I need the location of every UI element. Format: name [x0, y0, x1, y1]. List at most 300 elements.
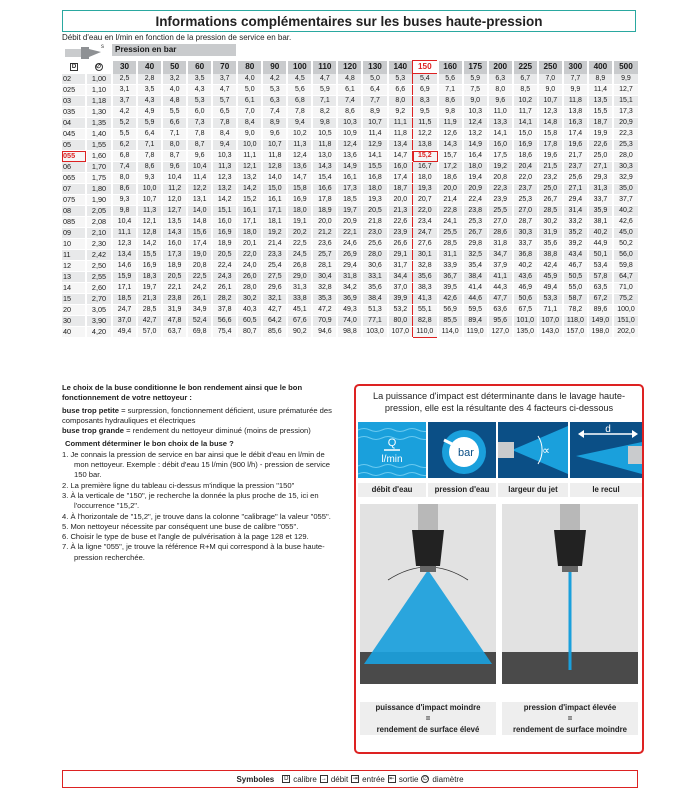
table-row: [62, 74, 638, 85]
calibre-cell: 045: [62, 129, 86, 140]
flow-cell: 17,4: [187, 239, 212, 250]
flow-cell: 5,2: [112, 118, 137, 129]
flow-cell: 18,0: [287, 206, 312, 217]
flow-cell: 22,0: [237, 250, 262, 261]
flow-cell: 11,4: [187, 173, 212, 184]
flow-cell: 57,0: [137, 327, 162, 338]
flow-cell: 12,2: [413, 129, 438, 140]
flow-cell: 85,6: [262, 327, 287, 338]
flow-cell: 22,1: [337, 228, 362, 239]
flow-cell: 32,9: [613, 173, 638, 184]
pressure-col-header: 500: [613, 61, 638, 74]
flow-cell: 26,1: [212, 283, 237, 294]
flow-cell: 27,1: [588, 162, 613, 173]
flow-cell: 23,6: [312, 239, 337, 250]
flow-cell: 17,1: [237, 217, 262, 228]
flow-cell: 38,4: [362, 294, 387, 305]
flow-cell: 19,9: [588, 129, 613, 140]
flow-cell: 118,0: [563, 316, 588, 327]
flow-cell: 13,6: [337, 151, 362, 162]
factor-label-distance: le recul: [570, 483, 642, 497]
flow-cell: 40,2: [613, 206, 638, 217]
flow-cell: 3,5: [137, 85, 162, 96]
flow-cell: 20,1: [237, 239, 262, 250]
svg-text:bar: bar: [458, 447, 474, 459]
flow-cell: 38,3: [413, 283, 438, 294]
flow-cell: 34,4: [388, 272, 413, 283]
flow-cell: 26,0: [237, 272, 262, 283]
flow-cell: 26,7: [538, 195, 563, 206]
flow-cell: 53,3: [538, 294, 563, 305]
flow-cell: 29,6: [262, 283, 287, 294]
diameter-cell: 3,05: [86, 305, 112, 316]
flow-cell: 24,6: [337, 239, 362, 250]
pressure-col-header: 120: [337, 61, 362, 74]
flow-cell: 15,6: [187, 228, 212, 239]
flow-cell: 17,3: [162, 250, 187, 261]
flow-cell: 49,3: [337, 305, 362, 316]
flow-cell: 14,0: [187, 206, 212, 217]
flow-cell: 19,6: [563, 140, 588, 151]
flow-cell: 77,1: [362, 316, 387, 327]
flow-cell: 16,8: [362, 173, 387, 184]
flow-cell: 53,4: [588, 261, 613, 272]
flow-cell: 45,1: [287, 305, 312, 316]
flow-cell: 25,3: [613, 140, 638, 151]
calibre-cell: 075: [62, 195, 86, 206]
flow-cell: 35,2: [563, 228, 588, 239]
step-item: 6. Choisir le type de buse et l'angle de pulvérisation à la page 128 et 129.: [62, 532, 309, 542]
flow-cell: 17,4: [388, 173, 413, 184]
flow-cell: 12,0: [162, 195, 187, 206]
flow-cell: 13,8: [413, 140, 438, 151]
flow-cell: 6,6: [388, 85, 413, 96]
flow-cell: 151,0: [613, 316, 638, 327]
flow-cell: 21,4: [262, 239, 287, 250]
flow-cell: 37,0: [388, 283, 413, 294]
flow-cell: 55,0: [563, 283, 588, 294]
flow-cell: 47,8: [162, 316, 187, 327]
pressure-col-header: 110: [312, 61, 337, 74]
flow-cell: 90,2: [287, 327, 312, 338]
flow-cell: 23,9: [488, 195, 513, 206]
flow-cell: 21,2: [312, 228, 337, 239]
pressure-col-header: 225: [513, 61, 538, 74]
flow-cell: 28,2: [212, 294, 237, 305]
flow-cell: 6,8: [287, 96, 312, 107]
calibre-cell: 09: [62, 228, 86, 239]
flow-cell: 7,1: [162, 129, 187, 140]
diameter-cell: 2,08: [86, 217, 112, 228]
flow-cell: 20,5: [362, 206, 387, 217]
flow-cell: 10,9: [337, 129, 362, 140]
flow-cell: 18,0: [463, 162, 488, 173]
flow-cell: 50,2: [613, 239, 638, 250]
flow-cell: 82,8: [413, 316, 438, 327]
flow-cell: 33,9: [438, 261, 463, 272]
table-row: [62, 129, 638, 140]
flow-cell: 40,3: [237, 305, 262, 316]
pressure-gauge-icon: [428, 422, 496, 478]
flow-cell: 4,0: [162, 85, 187, 96]
table-row: [62, 162, 638, 173]
flow-cell: 44,6: [463, 294, 488, 305]
calibre-symbol-icon: D: [284, 776, 289, 782]
flow-cell: 11,1: [237, 151, 262, 162]
pressure-col-header: 50: [162, 61, 187, 74]
flow-cell: 103,0: [362, 327, 387, 338]
diameter-cell: 1,40: [86, 129, 112, 140]
calibre-cell: 20: [62, 305, 86, 316]
flow-cell: 12,4: [287, 151, 312, 162]
flow-cell: 9,8: [112, 206, 137, 217]
flow-cell: 14,1: [362, 151, 387, 162]
flow-cell: 18,7: [388, 184, 413, 195]
flow-cell: 50,1: [588, 250, 613, 261]
flow-cell: 18,3: [137, 272, 162, 283]
flow-cell: 9,8: [438, 107, 463, 118]
flow-cell: 20,0: [438, 184, 463, 195]
flow-cell: 4,7: [212, 85, 237, 96]
flow-cell: 16,3: [563, 118, 588, 129]
flow-cell: 157,0: [563, 327, 588, 338]
flow-cell: 5,7: [212, 96, 237, 107]
legend-diameter: diamètre: [432, 774, 464, 784]
table-row: [62, 217, 638, 228]
flow-cell: 10,5: [312, 129, 337, 140]
flow-cell: 5,6: [438, 74, 463, 85]
pressure-col-header: 130: [362, 61, 387, 74]
flow-cell: 64,7: [613, 272, 638, 283]
flow-cell: 14,1: [513, 118, 538, 129]
flow-cell: 35,9: [588, 206, 613, 217]
flow-cell: 26,1: [187, 294, 212, 305]
flow-cell: 27,1: [563, 184, 588, 195]
flow-cell: 52,4: [187, 316, 212, 327]
flow-cell: 8,6: [112, 184, 137, 195]
flow-cell: 31,8: [337, 272, 362, 283]
flow-cell: 6,9: [413, 85, 438, 96]
flow-cell: 89,4: [463, 316, 488, 327]
flow-cell: 5,0: [362, 74, 387, 85]
flow-cell: 6,1: [237, 96, 262, 107]
table-row: [62, 85, 638, 96]
flow-cell: 32,8: [312, 283, 337, 294]
flow-cell: 8,9: [362, 107, 387, 118]
diameter-cell: 2,30: [86, 239, 112, 250]
flow-cell: 21,3: [137, 294, 162, 305]
flow-cell: 34,7: [488, 250, 513, 261]
flow-cell: 21,5: [538, 162, 563, 173]
flow-cell: 10,7: [538, 96, 563, 107]
flow-cell: 30,3: [613, 162, 638, 173]
flow-cell: 8,0: [112, 173, 137, 184]
flow-cell: 4,2: [262, 74, 287, 85]
flow-cell: 202,0: [613, 327, 638, 338]
diameter-cell: 1,80: [86, 184, 112, 195]
flow-cell: 14,2: [212, 195, 237, 206]
flow-cell: 27,0: [513, 206, 538, 217]
flow-cell: 23,4: [413, 217, 438, 228]
flow-cell: 33,7: [513, 239, 538, 250]
flow-cell: 24,7: [413, 228, 438, 239]
flow-cell: 22,6: [588, 140, 613, 151]
flow-cell: 4,3: [137, 96, 162, 107]
table-subtitle: Débit d'eau en l/min en fonction de la pression de service en bar.: [62, 33, 292, 42]
flow-cell: 15,8: [287, 184, 312, 195]
flow-cell: 7,0: [237, 107, 262, 118]
flow-cell: 6,4: [137, 129, 162, 140]
diameter-cell: 2,55: [86, 272, 112, 283]
flow-cell: 7,8: [137, 151, 162, 162]
flow-cell: 10,3: [212, 151, 237, 162]
pressure-col-header: 250: [538, 61, 563, 74]
flow-cell: 15,1: [212, 206, 237, 217]
flow-cell: 20,4: [513, 162, 538, 173]
flow-cell: 16,9: [513, 140, 538, 151]
flow-cell: 16,9: [212, 228, 237, 239]
flow-cell: 45,0: [613, 228, 638, 239]
flow-cell: 25,5: [488, 206, 513, 217]
flow-cell: 7,4: [262, 107, 287, 118]
diameter-cell: 2,10: [86, 228, 112, 239]
flow-cell: 49,4: [538, 283, 563, 294]
flow-cell: 25,3: [513, 195, 538, 206]
flow-cell: 7,8: [187, 129, 212, 140]
flow-cell: 9,6: [488, 96, 513, 107]
flow-cell: 8,7: [162, 151, 187, 162]
flow-cell: 10,7: [137, 195, 162, 206]
flow-cell: 14,7: [388, 151, 413, 162]
flow-cell: 8,9: [588, 74, 613, 85]
flow-cell: 6,3: [262, 96, 287, 107]
flow-cell: 20,9: [463, 184, 488, 195]
how-title: Comment déterminer le bon choix de la buse ?: [65, 439, 234, 449]
flow-cell: 5,6: [287, 85, 312, 96]
calibre-cell: 06: [62, 162, 86, 173]
flow-cell: 22,0: [513, 173, 538, 184]
flow-cell: 10,0: [137, 184, 162, 195]
calibre-col-header: D: [62, 61, 86, 74]
flow-cell: 33,2: [563, 217, 588, 228]
flow-cell: 18,6: [438, 173, 463, 184]
flow-cell: 3,1: [112, 85, 137, 96]
flow-cell: 9,9: [563, 85, 588, 96]
flow-cell: 41,3: [413, 294, 438, 305]
flow-cell: 38,4: [463, 272, 488, 283]
flow-cell: 4,2: [112, 107, 137, 118]
flow-cell: 35,6: [362, 283, 387, 294]
flow-cell: 9,5: [413, 107, 438, 118]
flow-cell: 16,1: [237, 206, 262, 217]
diameter-cell: 1,60: [86, 151, 112, 162]
flow-cell: 101,0: [513, 316, 538, 327]
flow-cell: 22,4: [463, 195, 488, 206]
flow-cell: 7,5: [463, 85, 488, 96]
flow-cell: 36,8: [513, 250, 538, 261]
flow-cell: 6,8: [112, 151, 137, 162]
flow-cell: 78,2: [563, 305, 588, 316]
flow-cell: 23,8: [463, 206, 488, 217]
flow-cell: 31,3: [287, 283, 312, 294]
flow-cell: 11,3: [137, 206, 162, 217]
flow-cell: 23,0: [362, 228, 387, 239]
flow-cell: 16,9: [137, 261, 162, 272]
flow-cell: 29,0: [287, 272, 312, 283]
flow-cell: 19,7: [337, 206, 362, 217]
flow-cell: 20,2: [287, 228, 312, 239]
flow-cell: 18,5: [337, 195, 362, 206]
flow-cell: 80,0: [388, 316, 413, 327]
inlet-symbol-icon: ⇥: [352, 776, 358, 782]
flow-cell: 43,4: [563, 250, 588, 261]
flow-cell: 28,5: [438, 239, 463, 250]
flow-cell: 18,5: [112, 294, 137, 305]
table-row: [62, 96, 638, 107]
flow-cell: 22,6: [388, 217, 413, 228]
flow-cell: 56,0: [613, 250, 638, 261]
flow-cell: 20,8: [187, 261, 212, 272]
flow-cell: 50,5: [563, 272, 588, 283]
flow-cell: 18,0: [237, 228, 262, 239]
jet-width-icon: [498, 422, 568, 478]
calibre-cell: 025: [62, 85, 86, 96]
panel-title: La puissance d'impact est déterminante dans le lavage haute-pression, elle est la résultante des 4 facteurs ci-dessous: [372, 391, 625, 413]
flow-cell: 19,1: [287, 217, 312, 228]
steps-list: [62, 450, 340, 563]
small-nozzle-text: buse trop petite = surpression, fonctionnement déficient, usure prématurée des composants hydrauliques et électriques: [62, 405, 332, 425]
flow-cell: 12,8: [262, 162, 287, 173]
flow-cell: 15,0: [513, 129, 538, 140]
flow-cell: 71,1: [538, 305, 563, 316]
flow-cell: 13,1: [187, 195, 212, 206]
flow-cell: 25,0: [588, 151, 613, 162]
svg-text:Q: Q: [387, 437, 397, 449]
pressure-col-header: 175: [463, 61, 488, 74]
flow-cell: 31,7: [388, 261, 413, 272]
flow-cell: 11,4: [362, 129, 387, 140]
flow-cell: 6,1: [337, 85, 362, 96]
flow-cell: 75,2: [613, 294, 638, 305]
flow-cell: 13,4: [388, 140, 413, 151]
flow-cell: 59,8: [613, 261, 638, 272]
flow-cell: 25,3: [463, 217, 488, 228]
flow-cell: 5,9: [137, 118, 162, 129]
flow-cell: 4,9: [137, 107, 162, 118]
flow-cell: 47,7: [488, 294, 513, 305]
factor-label-pressure: pression d'eau: [428, 483, 496, 497]
flow-cell: 8,2: [312, 107, 337, 118]
flow-cell: 24,2: [187, 283, 212, 294]
flow-cell: 6,2: [112, 140, 137, 151]
flow-cell: 7,7: [563, 74, 588, 85]
flow-cell: 31,1: [438, 250, 463, 261]
flow-cell: 71,0: [613, 283, 638, 294]
flow-cell: 7,0: [538, 74, 563, 85]
flow-cell: 114,0: [438, 327, 463, 338]
flow-cell: 17,8: [538, 140, 563, 151]
flow-cell: 14,8: [538, 118, 563, 129]
flow-cell: 15,4: [312, 173, 337, 184]
flow-cell: 9,6: [262, 129, 287, 140]
impact-panel: [354, 384, 644, 754]
flow-cell: 50,6: [513, 294, 538, 305]
flow-cell: 22,1: [162, 283, 187, 294]
flow-cell: 13,2: [212, 184, 237, 195]
flow-cell: 9,0: [237, 129, 262, 140]
flow-cell: 40,2: [588, 228, 613, 239]
flow-cell: 37,9: [488, 261, 513, 272]
flow-cell: 24,5: [287, 250, 312, 261]
flow-cell: 46,9: [513, 283, 538, 294]
flow-cell: 35,6: [538, 239, 563, 250]
flow-cell: 39,9: [388, 294, 413, 305]
flow-cell: 28,0: [237, 283, 262, 294]
flow-cell: 14,8: [187, 217, 212, 228]
flow-cell: 35,3: [312, 294, 337, 305]
flow-cell: 39,2: [563, 239, 588, 250]
flow-cell: 11,3: [212, 162, 237, 173]
table-row: [62, 305, 638, 316]
flow-cell: 2,8: [137, 74, 162, 85]
flow-cell: 3,7: [212, 74, 237, 85]
diameter-cell: 1,10: [86, 85, 112, 96]
flow-cell: 28,1: [312, 261, 337, 272]
flow-cell: 17,1: [112, 283, 137, 294]
flow-cell: 5,3: [388, 74, 413, 85]
table-row: [62, 195, 638, 206]
flow-cell: 56,6: [212, 316, 237, 327]
flow-cell: 80,7: [237, 327, 262, 338]
flow-cell: 12,3: [538, 107, 563, 118]
flow-cell: 127,0: [488, 327, 513, 338]
flow-cell: 15,8: [538, 129, 563, 140]
flow-cell: 9,8: [312, 118, 337, 129]
flow-cell: 10,3: [337, 118, 362, 129]
flow-cell: 19,2: [488, 162, 513, 173]
flow-cell: 55,1: [413, 305, 438, 316]
flow-cell: 3,5: [187, 74, 212, 85]
flow-cell: 19,2: [262, 228, 287, 239]
nozzle-choice-text: [62, 383, 340, 563]
flow-cell: 25,4: [262, 261, 287, 272]
flow-cell: 135,0: [513, 327, 538, 338]
flow-cell: 26,7: [463, 228, 488, 239]
flow-cell: 17,2: [438, 162, 463, 173]
flow-cell: 60,5: [237, 316, 262, 327]
flow-cell: 30,2: [538, 217, 563, 228]
svg-text:∝: ∝: [542, 445, 550, 457]
flow-cell: 74,0: [337, 316, 362, 327]
flow-cell: 25,7: [312, 250, 337, 261]
step-item: 5. Mon nettoyeur nécessite par conséquent une buse de calibre "055".: [62, 521, 299, 531]
flow-cell: 6,0: [187, 107, 212, 118]
flow-cell: 9,3: [137, 173, 162, 184]
flow-cell: 34,2: [337, 283, 362, 294]
flow-cell: 15,5: [137, 250, 162, 261]
calibre-cell: 02: [62, 74, 86, 85]
diameter-cell: 3,90: [86, 316, 112, 327]
flow-cell: 100,0: [613, 305, 638, 316]
flow-cell: 17,1: [262, 206, 287, 217]
flow-cell: 15,5: [588, 107, 613, 118]
step-item: 2. La première ligne du tableau ci-dessus m'indique la pression "150": [62, 480, 295, 490]
flow-cell: 22,4: [212, 261, 237, 272]
legend-outlet: sortie: [398, 774, 419, 784]
legend-inlet: entrée: [362, 774, 385, 784]
flow-table: [62, 60, 638, 338]
flow-symbol-icon: →: [320, 776, 327, 782]
